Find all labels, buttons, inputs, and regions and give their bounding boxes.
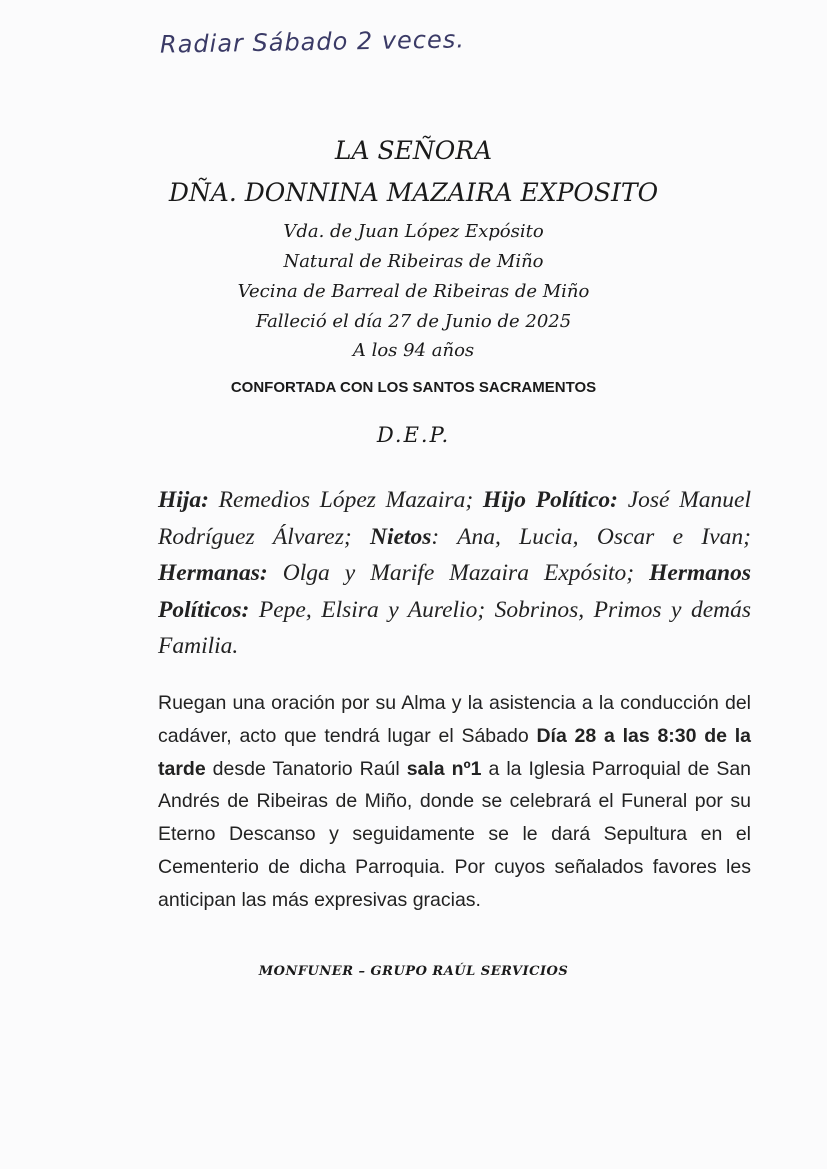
family-paragraph: [158, 482, 751, 665]
deceased-name: DÑA. DONNINA MAZAIRA EXPOSITO: [168, 178, 659, 207]
hija-label: Hija:: [158, 487, 209, 513]
confortada-line: CONFORTADA CON LOS SANTOS SACRAMENTOS: [230, 379, 597, 396]
ruegan-text-2: desde Tanatorio Raúl: [212, 757, 400, 780]
nietos-value: : Ana, Lucia, Oscar e Ivan;: [431, 523, 751, 550]
funeral-home-footer: MONFUNER – GRUPO RAÚL SERVICIOS: [258, 964, 569, 979]
hijo-politico-value: José Manuel Rodríguez Álvarez;: [158, 487, 751, 550]
ruegan-text-3: a la Iglesia Parroquial de San Andrés de Ribeiras de Miño, donde se celebrará el Funeral por su Eterno Descanso y seguidamente se le dará Sepultura en el Cementerio de dicha Parroquia. Por cuyos señalados favores les anticipan las más expresivas gracias.: [158, 757, 752, 911]
hija-value: Remedios López Mazaira;: [218, 487, 474, 513]
death-date-line: Falleció el día 27 de Junio de 2025: [255, 311, 572, 332]
dep-text: D.E.P.: [376, 423, 451, 447]
ceremony-paragraph: [158, 687, 751, 917]
ceremony-datetime: Día 28 a las 8:30 de la tarde: [158, 724, 751, 780]
ceremony-room: sala nº1: [406, 757, 482, 780]
hijo-politico-label: Hijo Político:: [482, 487, 618, 513]
hermanas-label: Hermanas:: [158, 560, 268, 586]
nietos-label: Nietos: [370, 523, 432, 550]
hermanos-politicos-label: Hermanos Políticos:: [158, 560, 752, 623]
ruegan-text-1: Ruegan una oración por su Alma y la asistencia a la conducción del cadáver, acto que tendrá lugar el Sábado: [158, 692, 751, 747]
native-line: Natural de Ribeiras de Miño: [283, 251, 544, 272]
hermanos-politicos-value: Pepe, Elsira y Aurelio; Sobrinos, Primos y demás Familia.: [158, 596, 752, 659]
hermanas-value: Olga y Marife Mazaira Expósito;: [282, 560, 635, 586]
resident-line: Vecina de Barreal de Ribeiras de Miño: [237, 281, 590, 302]
title-la-senora: LA SEÑORA: [334, 136, 493, 165]
widow-line: Vda. de Juan López Expósito: [283, 221, 544, 242]
age-line: A los 94 años: [352, 340, 475, 361]
handwritten-note: Radiar Sábado 2 veces.: [159, 25, 466, 59]
